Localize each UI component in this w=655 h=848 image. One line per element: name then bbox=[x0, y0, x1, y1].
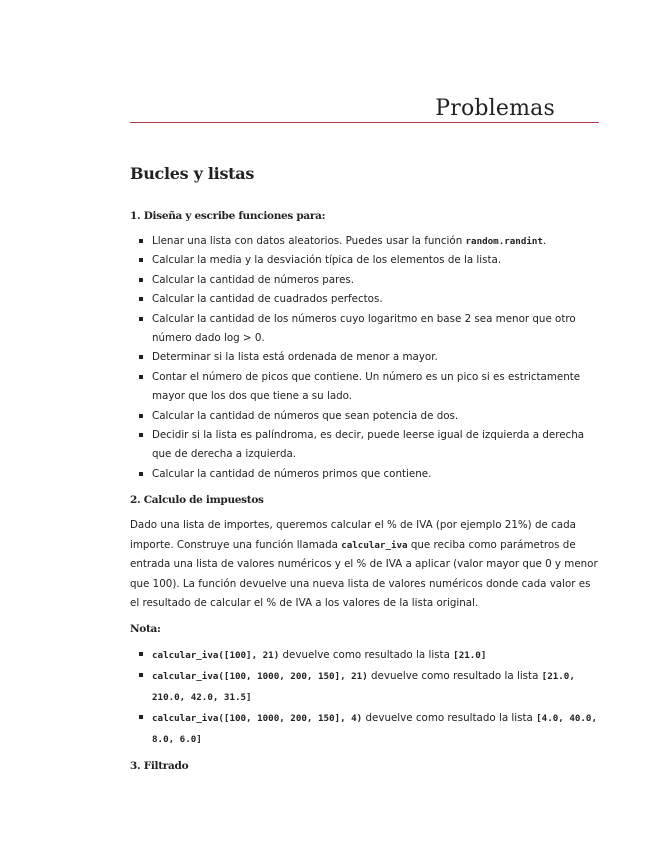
problem-3-heading: 3. Filtrado bbox=[130, 760, 189, 773]
problem-2-heading: 2. Calculo de impuestos bbox=[130, 494, 264, 507]
inline-code: random.randint bbox=[465, 236, 543, 247]
list-item: calcular_iva([100, 1000, 200, 150], 21) devuelve como resultado la lista [21.0, 210.0, 42.0, 31.5] bbox=[152, 666, 600, 708]
list-item: Calcular la cantidad de números pares. bbox=[152, 271, 600, 290]
list-item: calcular_iva([100], 21) devuelve como resultado la lista [21.0] bbox=[152, 645, 600, 666]
title-rule bbox=[130, 122, 599, 123]
list-item: Determinar si la lista está ordenada de menor a mayor. bbox=[152, 348, 600, 367]
document-body bbox=[130, 162, 600, 782]
list-item: calcular_iva([100, 1000, 200, 150], 4) devuelve como resultado la lista [4.0, 40.0, 8.0, 6.0] bbox=[152, 708, 600, 750]
list-item: Calcular la cantidad de números que sean potencia de dos. bbox=[152, 407, 600, 426]
problem-1-list bbox=[130, 232, 600, 484]
problem-1-heading: 1. Diseña y escribe funciones para: bbox=[130, 210, 326, 222]
page-title: Problemas bbox=[435, 96, 555, 121]
section-heading: Bucles y listas bbox=[130, 164, 255, 183]
list-item: Calcular la cantidad de los números cuyo logaritmo en base 2 sea menor que otro número dado log > 0. bbox=[152, 310, 600, 349]
list-item: Calcular la media y la desviación típica de los elementos de la lista. bbox=[152, 251, 600, 270]
inline-code: calcular_iva bbox=[341, 539, 408, 551]
list-item: Decidir si la lista es palíndroma, es decir, puede leerse igual de izquierda a derecha que de derecha a izquierda. bbox=[152, 426, 600, 465]
problem-2-paragraph: Dado una lista de importes, queremos calcular el % de IVA (por ejemplo 21%) de cada importe. Construye una función llamada calcular_iva que reciba como parámetros de entrada una lista de valores numéricos y el % de IVA a aplicar (valor mayor que 0 y menor que 100). La función devuelve una nueva lista de valores numéricos donde cada valor es el resultado de calcular el % de IVA a los valores de la lista original. bbox=[130, 519, 598, 609]
examples-list bbox=[130, 645, 600, 750]
note-heading: Nota: bbox=[130, 623, 161, 636]
list-item: Llenar una lista con datos aleatorios. Puedes usar la función random.randint. bbox=[152, 232, 600, 251]
list-item: Contar el número de picos que contiene. Un número es un pico si es estrictamente mayor que los dos que tiene a su lado. bbox=[152, 368, 600, 407]
list-item: Calcular la cantidad de cuadrados perfectos. bbox=[152, 290, 600, 309]
list-item: Calcular la cantidad de números primos que contiene. bbox=[152, 465, 600, 484]
